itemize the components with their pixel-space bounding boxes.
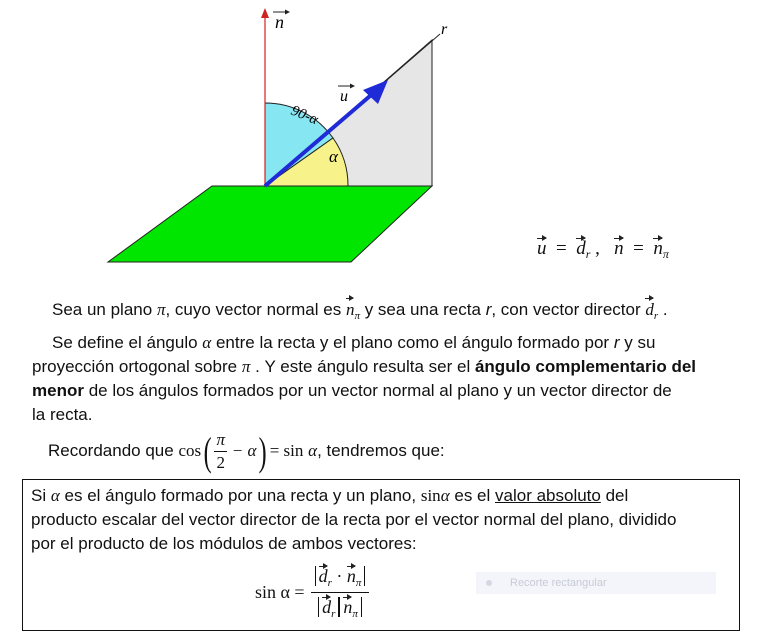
num-n: n (346, 566, 356, 586)
math-minus-alpha: − α (231, 441, 257, 460)
math-sin: sin (420, 486, 441, 505)
paragraph-line-4 (32, 379, 672, 403)
den-n: n (343, 597, 353, 617)
plane-pi (108, 186, 432, 262)
label-r: r (441, 21, 448, 38)
text-segment: , cuyo vector normal es (165, 300, 342, 319)
math-alpha: α (440, 486, 450, 505)
figure-caption-equation: $u = d_r$ , $n = n_\pi$ (537, 238, 669, 261)
text-segment: es el (454, 486, 491, 505)
text-segment: proyección ortogonal sobre (32, 357, 238, 376)
caption-n: n (614, 238, 624, 259)
text-segment: es el ángulo formado por una recta y un plano, (64, 486, 417, 505)
formula-fraction (311, 564, 370, 620)
rectangular-snip-tooltip (476, 572, 716, 594)
text-segment: entre la recta y el plano como el ángulo formado por (215, 333, 610, 352)
label-n: n (275, 12, 284, 32)
formula-denominator (311, 593, 370, 620)
caption-n2: n (653, 238, 663, 259)
text-segment: Recordando que (48, 441, 174, 460)
formula-lhs: sin α = (255, 581, 305, 602)
math-pi: π (241, 357, 251, 376)
label-u-arrow-tip (350, 84, 355, 89)
bold-text: ángulo complementario del (474, 357, 697, 376)
right-paren: ) (259, 428, 268, 474)
box-line-1 (31, 484, 628, 508)
math-alpha: α (202, 333, 212, 352)
sine-formula (255, 557, 369, 627)
math-alpha: α (50, 486, 60, 505)
caption-n2-sub: π (662, 247, 669, 261)
math-d-vector: d (645, 298, 654, 322)
text-segment: Sea un plano (52, 300, 153, 319)
math-cos: cos (178, 441, 202, 460)
paragraph-line-1 (52, 298, 668, 328)
caption-d-sub: r (585, 247, 591, 261)
normal-arrowhead (261, 8, 269, 18)
text-segment: . (662, 300, 668, 319)
text-segment: del (605, 486, 629, 505)
text-segment: y sea una recta (364, 300, 481, 319)
frac-denominator: 2 (216, 453, 225, 473)
math-n-sub: π (354, 310, 360, 322)
label-u: u (340, 88, 348, 105)
text-segment: de los ángulos formados por un vector normal al plano y un vector director de (88, 381, 672, 400)
snip-label: Recorte rectangular (510, 577, 607, 589)
text-segment: . Y este ángulo resulta ser el (255, 357, 471, 376)
math-d-sub: r (653, 310, 659, 322)
den-d: d (322, 597, 332, 617)
text-r: r (485, 300, 492, 319)
pi-over-two (214, 429, 227, 474)
num-d: d (318, 566, 328, 586)
box-line-3: por el producto de los módulos de ambos vectores: (31, 534, 417, 553)
num-dot: · (336, 566, 343, 586)
num-d-sub: r (327, 577, 332, 589)
caption-u: u (537, 238, 547, 259)
bold-text: menor (32, 381, 84, 400)
paragraph-line-2 (52, 331, 655, 355)
left-paren: ( (203, 428, 212, 474)
text-segment: Se define el ángulo (52, 333, 198, 352)
frac-numerator: π (214, 429, 227, 452)
label-complement-angle: 90-α (288, 102, 321, 129)
formula-numerator (311, 564, 370, 593)
box-line-2: producto escalar del vector director de la recta por el vector normal del plano, dividido (31, 510, 677, 529)
recall-line (48, 426, 445, 476)
text-segment: y su (624, 333, 656, 352)
label-alpha: α (329, 147, 338, 166)
math-n-vector: n (346, 298, 355, 322)
paragraph-line-3 (32, 355, 696, 379)
definition-box (22, 479, 740, 631)
text-segment: , tendremos que: (317, 441, 445, 460)
den-n-sub: π (352, 608, 358, 620)
underlined-text: valor absoluto (495, 486, 601, 505)
den-d-sub: r (331, 608, 336, 620)
caption-d: d (576, 238, 586, 259)
text-r: r (613, 333, 620, 352)
text-segment: , con vector director (491, 300, 641, 319)
label-n-arrow-tip (285, 10, 290, 15)
math-equals-sin: = sin (269, 441, 304, 460)
snip-icon (486, 580, 492, 586)
num-n-sub: π (355, 577, 362, 589)
paragraph-line-5: la recta. (32, 405, 93, 424)
math-pi: π (156, 300, 166, 319)
text-segment: Si (31, 486, 47, 505)
math-alpha: α (308, 441, 318, 460)
